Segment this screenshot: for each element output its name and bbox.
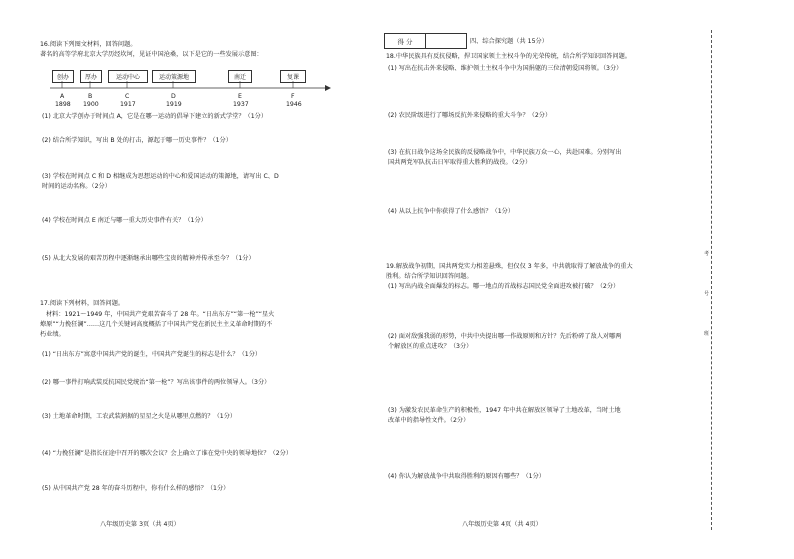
q19-sub3a: (3) 为激发农民革命生产的积极性，1947 年中共在解放区领导了土地改革，当时土地 xyxy=(388,407,621,414)
q19-sub4: (4) 你认为解放战争中共取得胜利的原因有哪些？（1分） xyxy=(388,473,545,480)
timeline-year-b: 1900 xyxy=(83,101,99,108)
timeline-box-a: 创办 xyxy=(52,70,74,83)
q17-sub3: (3) 土地革命时期，工农武装割据的星星之火是从哪里点燃的？（1分） xyxy=(42,413,237,420)
q18-sub2: (2) 农民阶级进行了哪场反抗外来侵略的重大斗争？（2分） xyxy=(388,112,552,119)
timeline-box-e: 南迁 xyxy=(228,70,252,83)
section-title: 四、综合探究题（共 15分） xyxy=(470,38,548,45)
q19-sub2b: 个解放区的重点进攻？（3分） xyxy=(388,343,473,350)
q19-sub1: (1) 写出内战全面爆发的标志。哪一地点的首战标志国民党全面进攻被打破？（2分） xyxy=(388,283,620,290)
timeline-letter-e: E xyxy=(238,93,242,100)
margin-label-b: 号 xyxy=(704,291,710,297)
score-blank xyxy=(426,34,467,49)
q17-sub1: (1) “日出东方”寓意中国共产党的诞生，中国共产党诞生的标志是什么？（1分） xyxy=(42,351,262,358)
q17-title: 17.阅读下列材料，回答问题。 xyxy=(40,300,125,307)
score-label: 得 分 xyxy=(385,34,426,49)
timeline-letter-d: D xyxy=(171,93,176,100)
q16-intro: 著名的高等学府北京大学历经坎坷，见证中国沧桑，以下是它的一些发展示意图： xyxy=(40,51,263,58)
q17-material-2: 燎原”“力挽狂澜”……这几个关键词高度概括了中国共产党在新民主主义革命时期的不 xyxy=(40,321,273,328)
q19-sub2a: (2) 面对敌强我弱的形势，中共中央提出哪一作战原则和方针？先后粉碎了敌人对哪两 xyxy=(388,333,622,340)
q16-sub2: (2) 结合所学知识，写出 B 处的打击，源起于哪一历史事件？（1分） xyxy=(42,137,232,144)
q19-title: 19.解放战争初期，国共两党实力相差悬殊，但仅仅 3 年多，中共就取得了解放战争的重大 xyxy=(386,263,633,270)
timeline-box-b: 厚办 xyxy=(80,70,102,83)
q16-title: 16.阅读下列图文材料，回答问题。 xyxy=(40,41,137,48)
margin-label-a: 考 xyxy=(704,251,710,257)
timeline-year-d: 1919 xyxy=(166,101,182,108)
q17-material-1: 材料：1921～1949 年，中国共产党艰苦奋斗了 28 年。“日出东方”“第一枪”“星火 xyxy=(46,311,275,318)
right-footer: 八年级历史第 4页（共 4页） xyxy=(462,521,542,528)
timeline-axis xyxy=(40,80,340,94)
q18-sub3b: 国共两党军队抗击日军取得重大胜利的战役。（2分） xyxy=(388,159,532,166)
q16-sub3b: 时间的运动名称。（2分） xyxy=(42,183,111,190)
q17-material-3: 朽业绩。 xyxy=(40,331,65,338)
timeline-year-f: 1946 xyxy=(286,101,302,108)
q17-sub4: (4) “力挽狂澜”是指长征途中召开的哪次会议？会上确立了谁在党中央的领导地位？（2分） xyxy=(42,450,293,457)
q16-sub1: (1) 北京大学创办于时间点 A，它是在哪一运动的倡导下建立的新式学堂？（1分） xyxy=(42,113,268,120)
q18-sub4: (4) 从以上抗争中你获得了什么感悟？（1分） xyxy=(388,208,515,215)
timeline-box-c: 运动中心 xyxy=(108,70,148,83)
q16-sub3a: (3) 学校在时间点 C 和 D 相继成为思想运动的中心和爱国运动的策源地，请写出 C、D xyxy=(42,173,279,180)
q16-sub4: (4) 学校在时间点 E 南迁与哪一重大历史事件有关？（1分） xyxy=(42,217,207,224)
q19-title-cont: 胜利。结合所学知识回答问题。 xyxy=(386,273,473,280)
margin-label-c: 班 xyxy=(704,331,710,337)
binding-line xyxy=(711,30,712,530)
q18-sub3a: (3) 在抗日战争这场全民族的反侵略战争中，中华民族万众一心，共赴国难。分别写出 xyxy=(388,149,622,156)
timeline-year-a: 1898 xyxy=(55,101,71,108)
timeline-letter-b: B xyxy=(88,93,93,100)
timeline-box-f: 复课 xyxy=(280,70,306,83)
q17-sub2: (2) 哪一事件打响武装反抗国民党统治“第一枪”？写出该事件的两位领导人。（3分） xyxy=(42,379,271,386)
left-footer: 八年级历史第 3页（共 4页） xyxy=(100,521,180,528)
q19-sub3b: 改革中的指导性文件。（2分） xyxy=(388,417,470,424)
timeline-year-c: 1917 xyxy=(120,101,136,108)
timeline-letter-c: C xyxy=(125,93,130,100)
timeline-box-d: 运动策源地 xyxy=(152,70,196,83)
timeline-letter-a: A xyxy=(60,93,65,100)
timeline-letter-f: F xyxy=(291,93,295,100)
q17-sub5: (5) 从中国共产党 28 年的奋斗历程中，你有什么样的感悟？（1分） xyxy=(42,485,230,492)
q18-title: 18.中华民族具有反抗侵略，捍卫国家领土主权斗争的光荣传统，结合所学知识回答问题。 xyxy=(386,53,631,60)
timeline-year-e: 1937 xyxy=(233,101,249,108)
q16-sub5: (5) 从北大发展的艰苦历程中逐渐继承出哪些宝贵的精神并传承至今？（1分） xyxy=(42,255,255,262)
q18-sub1: (1) 写出在抗击外来侵略、维护领土主权斗争中为国捐躯的三位清朝爱国将领。（3分） xyxy=(388,65,623,72)
score-table xyxy=(384,33,467,49)
